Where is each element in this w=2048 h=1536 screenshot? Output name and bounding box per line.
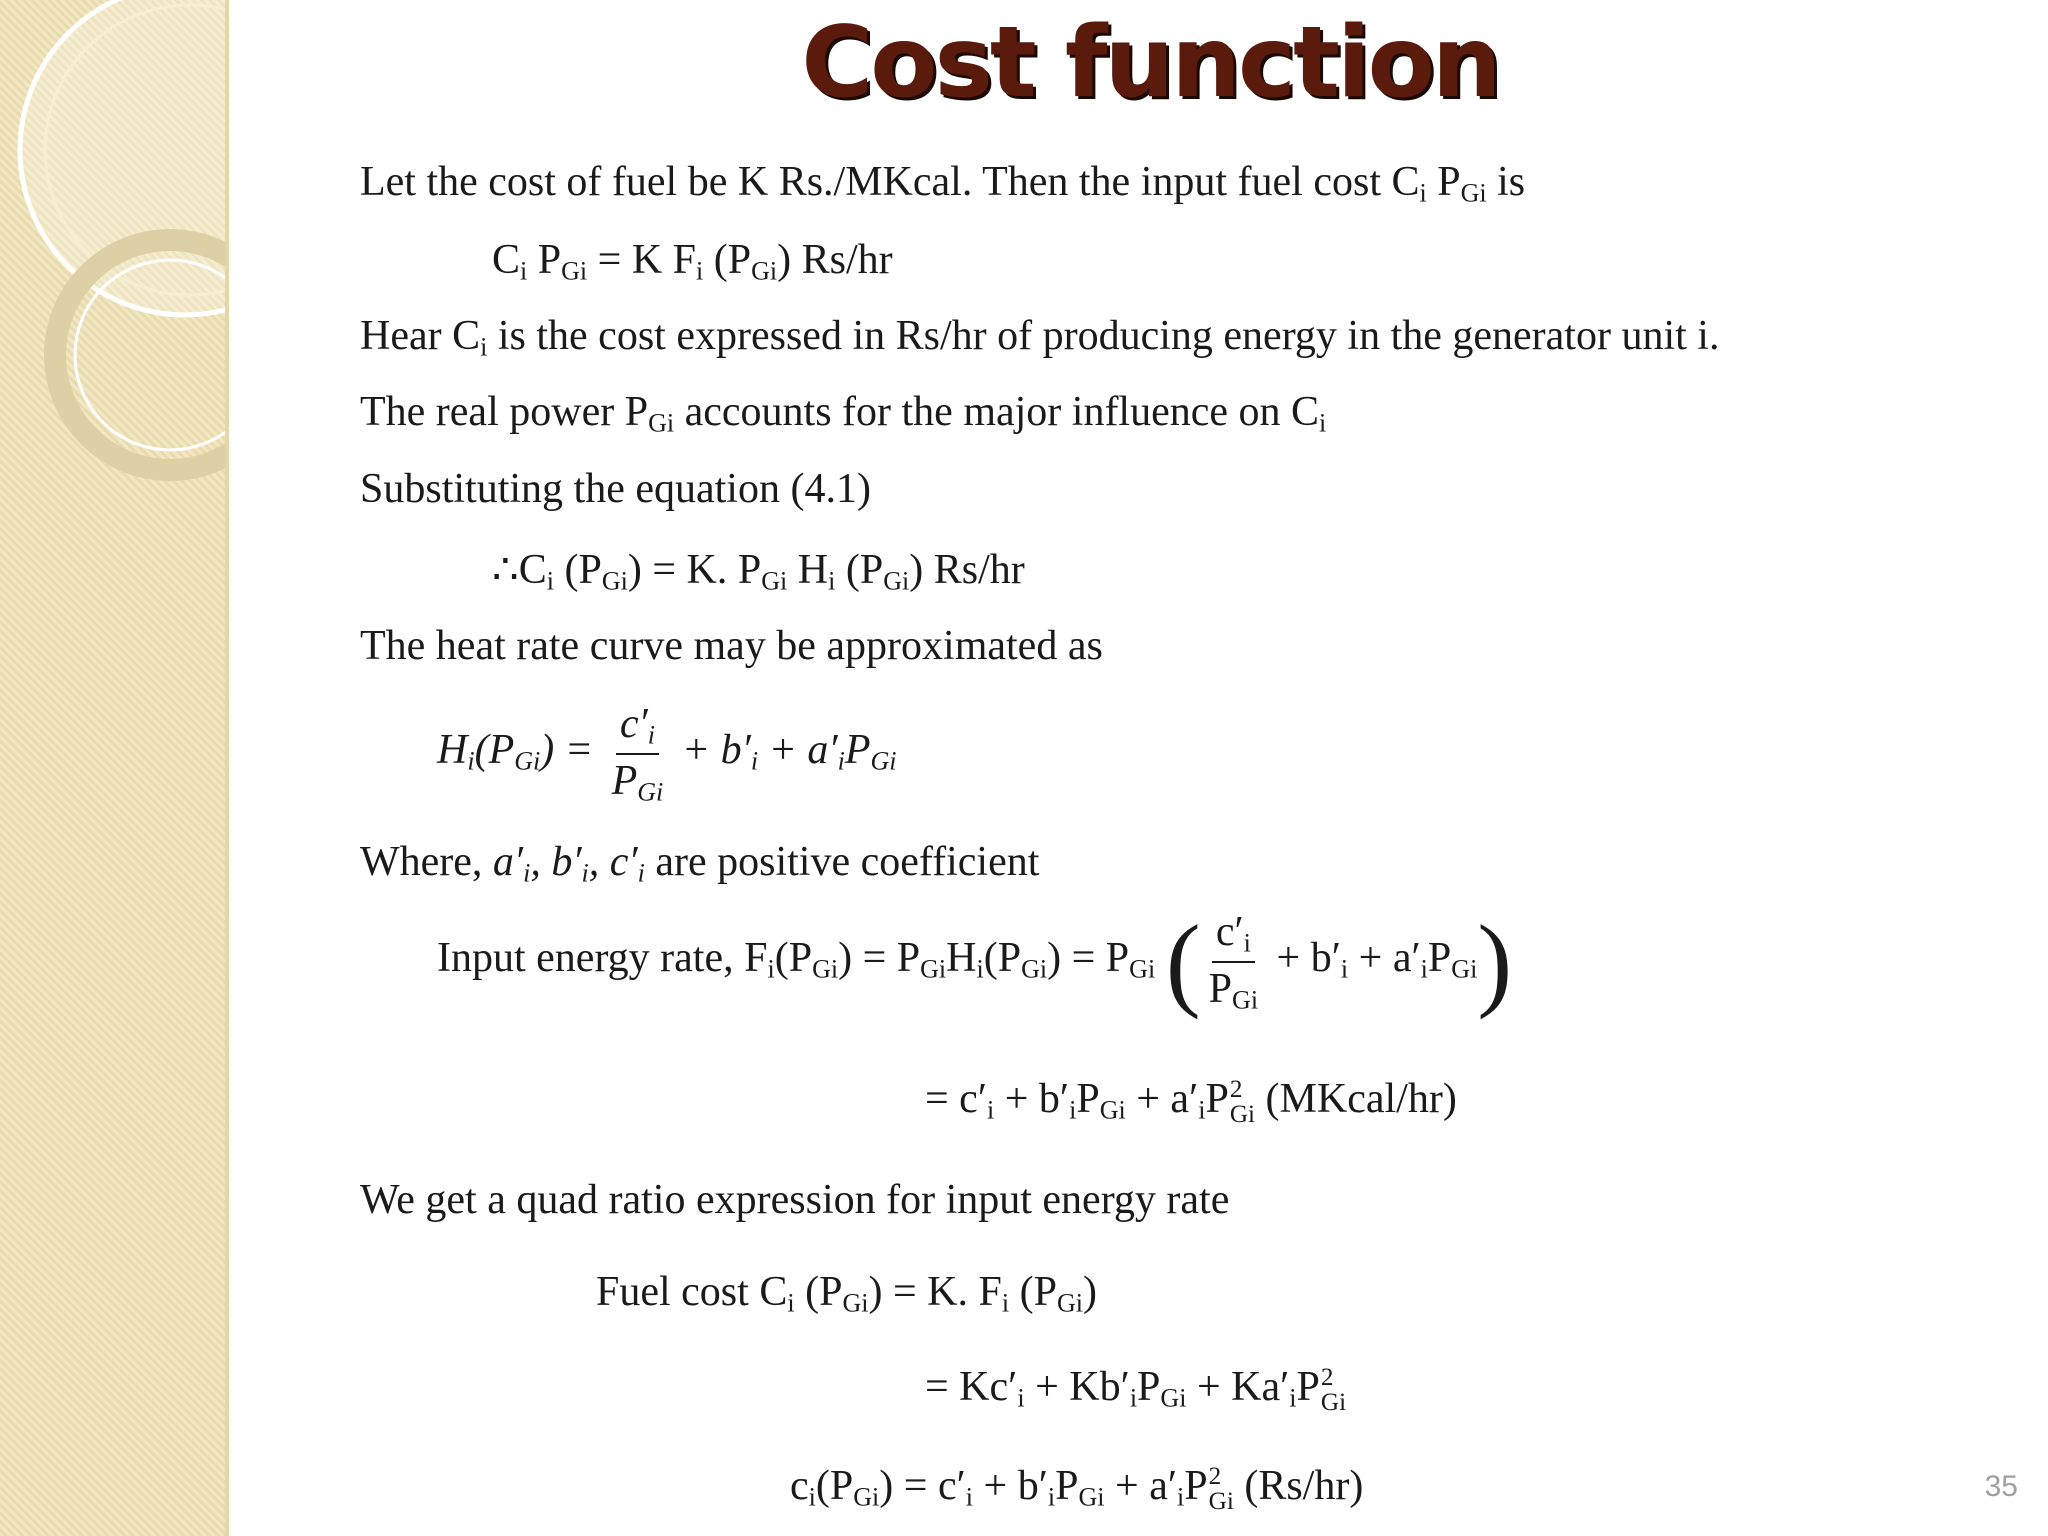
decorative-sidebar [0,0,229,1536]
paragraph-fuel-cost: Let the cost of fuel be K Rs./MKcal. Then the input fuel cost $C_i$ $P_{Gi}$ is [360,159,1526,208]
page-number: 35 [1984,1470,2018,1503]
decorative-rings [0,0,225,1536]
equation-input-cost: $C_i$ $P_{Gi} = K$ $F_i$ $(P_{Gi})$ Rs/hr [492,237,893,286]
equation-cost-final: $c_i(P_{Gi}) = c'_i + b'_iP_{Gi} + a'_iP$ 2 Gi (Rs/hr) [790,1463,1364,1516]
paragraph-quadratic: We get a quad ratio expression for input energy rate [360,1177,1230,1223]
equation-fuel-cost: Fuel cost $C_i$ $(P_{Gi}) = K$. $F_i$ $(P_{Gi})$ [596,1269,1097,1318]
slide-title: Cost function [801,6,1499,120]
equation-cost-heat-rate: $\therefore C_i$ $(P_{Gi}) = K$. $P_{Gi}$ $H_i$ $(P_{Gi})$ Rs/hr [492,547,1025,596]
paragraph-cost-definition: Hear $C_i$ is the cost expressed in Rs/hr of producing energy in the generator unit i. [360,313,1720,362]
equation-heat-rate-curve: $H_i(P_{Gi})$ = $\frac{c'_i}{P_{Gi}}$ + $b'_i + a'_iP_{Gi}$ [437,701,897,806]
paragraph-real-power: The real power $P_{Gi}$ accounts for the major influence on $C_i$ [360,389,1327,438]
paragraph-heat-rate: The heat rate curve may be approximated as [360,623,1103,669]
paragraph-coefficients: Where, $a'_i$, $b'_i$, $c'_i$ are positive coefficient [360,839,1040,888]
equation-input-energy-expanded: = $c'_i + b'_iP_{Gi} + a'_iP$ 2 Gi (MKcal/hr) [925,1076,1457,1129]
equation-fuel-cost-expanded: = $Kc'_i + Kb'_iP_{Gi} + Ka'_iP$ 2 Gi [925,1364,1347,1417]
paragraph-substituting: Substituting the equation (4.1) [360,466,871,512]
equation-input-energy-rate: Input energy rate, $F_i(P_{Gi}) = P_{Gi}H_i(P_{Gi}) = P_{Gi}$ ( $\frac{c'_i}{P_{Gi}}$ + $b'_i + a'_iP_{Gi}$) [437,903,1513,1020]
